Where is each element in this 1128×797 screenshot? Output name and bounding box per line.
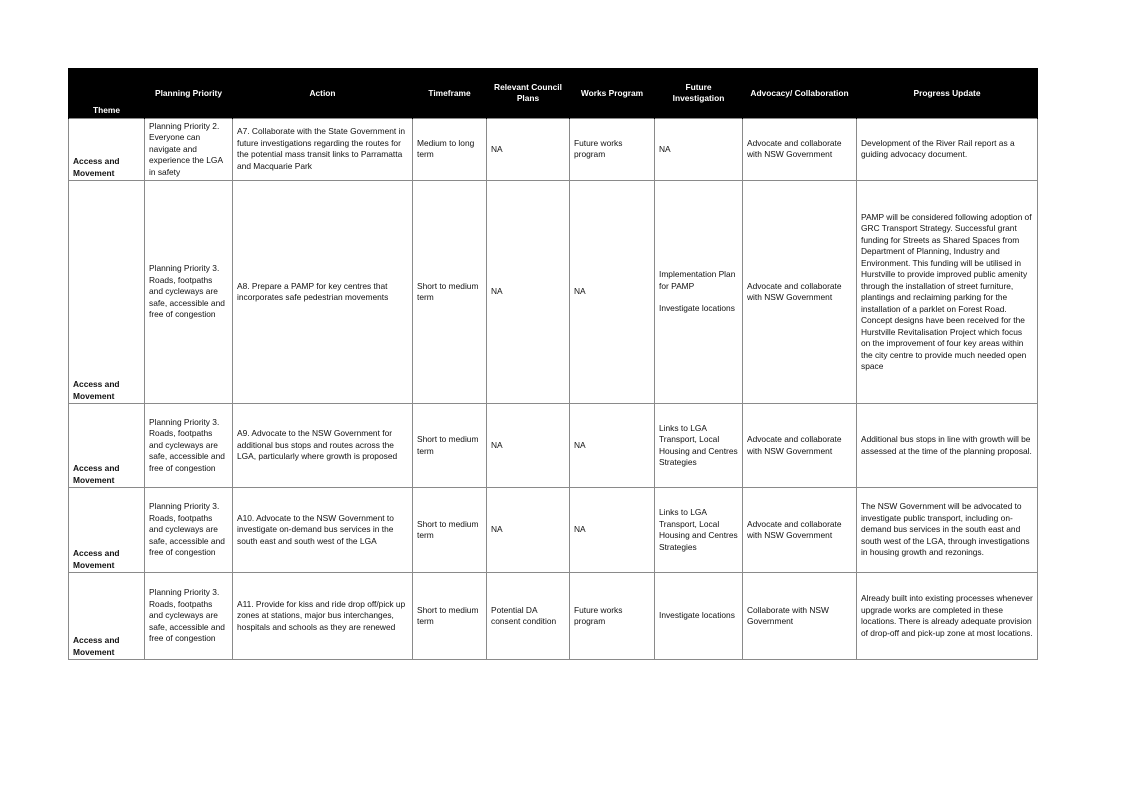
paragraph-gap — [659, 292, 738, 303]
planning-priority-cell: Planning Priority 3. Roads, footpaths and cycleways are safe, accessible and free of congestion — [145, 181, 233, 404]
header-action: Action — [233, 68, 413, 118]
timeframe-cell: Short to medium term — [413, 573, 487, 660]
action-cell: A9. Advocate to the NSW Government for additional bus stops and routes across the LGA, particularly where growth is proposed — [233, 404, 413, 488]
works-program-cell: NA — [570, 404, 655, 488]
action-plan-table — [68, 68, 1038, 660]
table-row — [69, 488, 1038, 573]
header-theme: Theme — [69, 68, 145, 118]
table-row — [69, 573, 1038, 660]
council-plans-cell: NA — [487, 118, 570, 181]
timeframe-cell: Short to medium term — [413, 404, 487, 488]
future-investigation-cell — [655, 404, 743, 488]
table-header-row — [69, 68, 1038, 118]
future-investigation-text-2: Investigate locations — [659, 303, 735, 314]
planning-priority-cell: Planning Priority 3. Roads, footpaths and cycleways are safe, accessible and free of congestion — [145, 573, 233, 660]
theme-cell: Access and Movement — [69, 488, 145, 573]
theme-cell: Access and Movement — [69, 404, 145, 488]
future-investigation-cell — [655, 181, 743, 404]
action-cell: A8. Prepare a PAMP for key centres that incorporates safe pedestrian movements — [233, 181, 413, 404]
timeframe-cell: Medium to long term — [413, 118, 487, 181]
header-relevant-council-plans: Relevant Council Plans — [487, 68, 570, 118]
action-cell: A11. Provide for kiss and ride drop off/pick up zones at stations, major bus interchanges, hospitals and schools as they are renewed — [233, 573, 413, 660]
future-investigation-cell — [655, 573, 743, 660]
advocacy-cell: Advocate and collaborate with NSW Government — [743, 118, 857, 181]
header-future-investigation: Future Investigation — [655, 68, 743, 118]
works-program-cell: NA — [570, 488, 655, 573]
advocacy-cell: Advocate and collaborate with NSW Government — [743, 488, 857, 573]
header-progress-update: Progress Update — [857, 68, 1038, 118]
advocacy-cell: Advocate and collaborate with NSW Government — [743, 404, 857, 488]
advocacy-cell: Advocate and collaborate with NSW Government — [743, 181, 857, 404]
planning-priority-cell: Planning Priority 2. Everyone can navigate and experience the LGA in safety — [145, 118, 233, 181]
council-plans-cell: NA — [487, 181, 570, 404]
timeframe-cell: Short to medium term — [413, 181, 487, 404]
future-investigation-cell — [655, 488, 743, 573]
planning-priority-cell: Planning Priority 3. Roads, footpaths and cycleways are safe, accessible and free of congestion — [145, 404, 233, 488]
future-investigation-text: Links to LGA Transport, Local Housing and Centres Strategies — [659, 507, 738, 552]
advocacy-cell: Collaborate with NSW Government — [743, 573, 857, 660]
action-cell: A7. Collaborate with the State Government in future investigations regarding the routes for the potential mass transit links to Parramatta and Macquarie Park — [233, 118, 413, 181]
future-investigation-text: NA — [659, 143, 671, 154]
table-row — [69, 404, 1038, 488]
works-program-cell: Future works program — [570, 573, 655, 660]
future-investigation-text: Links to LGA Transport, Local Housing and Centres Strategies — [659, 422, 738, 467]
theme-cell: Access and Movement — [69, 573, 145, 660]
progress-update-cell: PAMP will be considered following adoption of GRC Transport Strategy. Successful grant funding for Streets as Shared Spaces from Department of Planning, Industry and Environment. This funding will be utilised in Hurstville to provide improved public amenity through the installation of street furniture, plantings and reclaiming parking for the installation of a parklet on Forest Road. Concept designs have been received for the Hurstville Revitalisation Project which focus on the improvement of four key areas within the city centre to provide much needed open space — [857, 181, 1038, 404]
planning-priority-cell: Planning Priority 3. Roads, footpaths and cycleways are safe, accessible and free of congestion — [145, 488, 233, 573]
future-investigation-text: Implementation Plan for PAMP — [659, 269, 736, 291]
future-investigation-text: Investigate locations — [659, 610, 735, 621]
future-investigation-cell — [655, 118, 743, 181]
theme-cell: Access and Movement — [69, 118, 145, 181]
progress-update-cell: Additional bus stops in line with growth will be assessed at the time of the planning proposal. — [857, 404, 1038, 488]
council-plans-cell: NA — [487, 488, 570, 573]
progress-update-cell: Development of the River Rail report as a guiding advocacy document. — [857, 118, 1038, 181]
works-program-cell: Future works program — [570, 118, 655, 181]
progress-update-cell: The NSW Government will be advocated to investigate public transport, including on-demand bus services in the south east and south west of the LGA, through investigations in housing growth and rezonings. — [857, 488, 1038, 573]
works-program-cell: NA — [570, 181, 655, 404]
table-row — [69, 181, 1038, 404]
header-planning-priority: Planning Priority — [145, 68, 233, 118]
header-timeframe: Timeframe — [413, 68, 487, 118]
header-advocacy-collaboration: Advocacy/ Collaboration — [743, 68, 857, 118]
council-plans-cell: NA — [487, 404, 570, 488]
theme-cell: Access and Movement — [69, 181, 145, 404]
timeframe-cell: Short to medium term — [413, 488, 487, 573]
header-works-program: Works Program — [570, 68, 655, 118]
council-plans-cell: Potential DA consent condition — [487, 573, 570, 660]
action-cell: A10. Advocate to the NSW Government to investigate on-demand bus services in the south east and south west of the LGA — [233, 488, 413, 573]
table-row — [69, 118, 1038, 181]
progress-update-cell: Already built into existing processes whenever upgrade works are completed in these locations. There is already adequate provision of drop-off and pick-up zone at most locations. — [857, 573, 1038, 660]
